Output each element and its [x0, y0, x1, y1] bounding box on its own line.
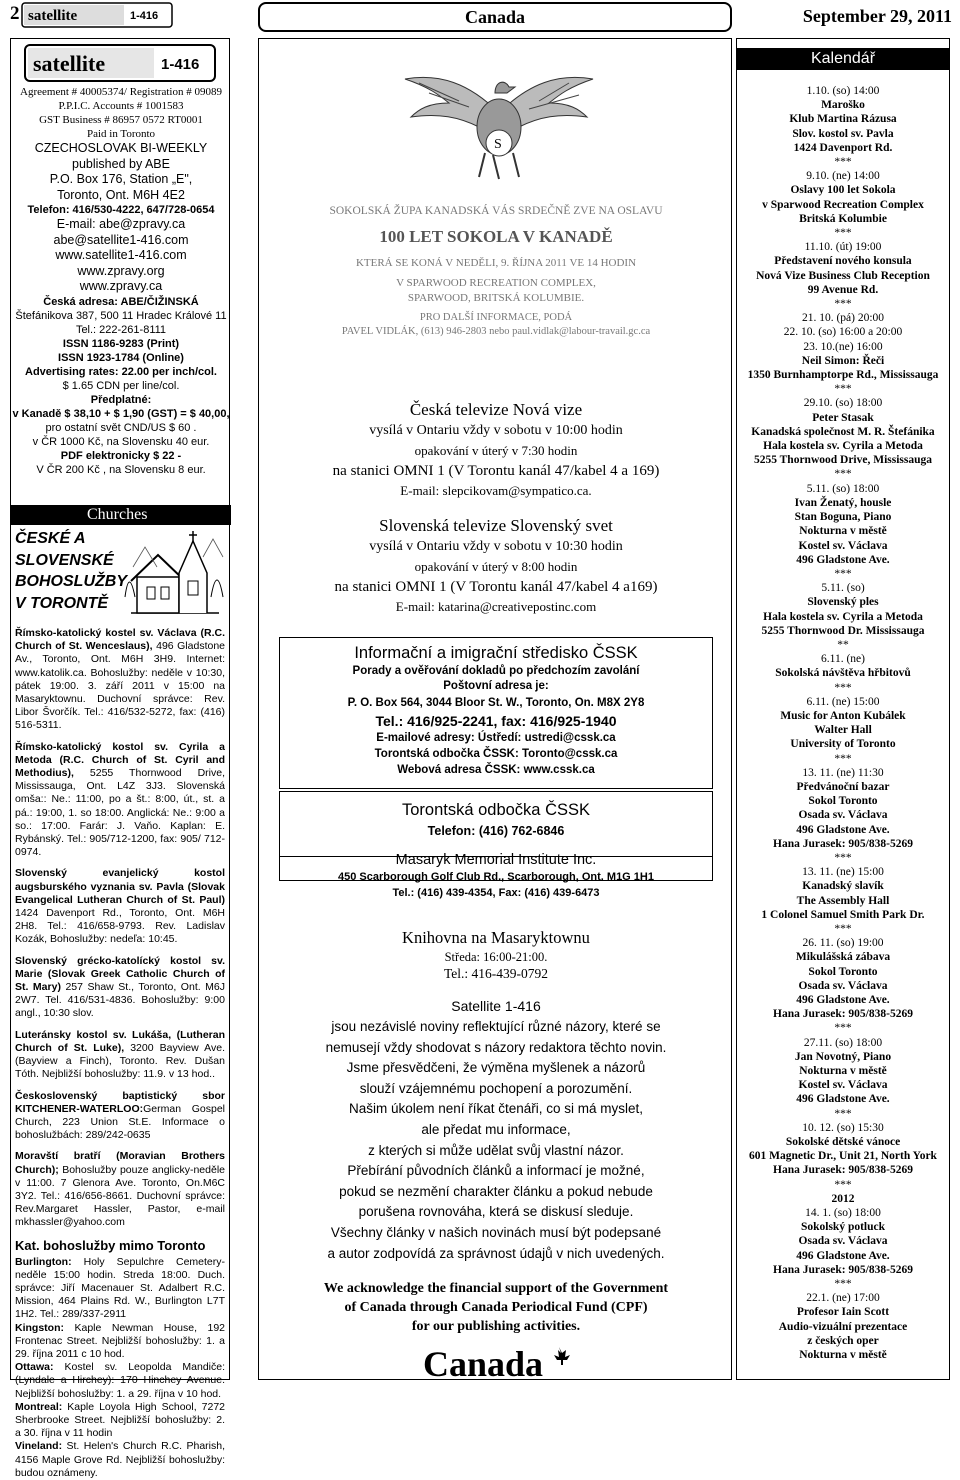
calendar-line: Klub Martina Rázusa — [789, 113, 897, 126]
calendar-line: 99 Avenue Rd. — [807, 283, 879, 296]
calendar-line: The Assembly Hall — [796, 894, 890, 907]
statement-line: Všechny články v našich novinách musí být podepsané — [330, 1224, 662, 1240]
statement-line: jsou nezávislé noviny reflektující různé názory, které se — [331, 1019, 661, 1034]
statement-line: Přebírání původních článků a informací je možné, — [347, 1163, 645, 1179]
calendar-line: Nová Vize Business Club Reception — [756, 269, 930, 282]
masaryk-institute — [259, 851, 733, 901]
calendar-line: Kanadský slavík — [802, 880, 884, 893]
info-line: Česká adresa: ABE/ČIŽINSKÁ — [43, 295, 199, 308]
church-entry — [15, 867, 225, 946]
info-line: Agreement # 40005374/ Registration # 09089 — [20, 86, 222, 98]
canada-wordmark-text: Canada — [423, 1344, 544, 1384]
calendar-line: Hala kostela sv. Cyrila a Metoda — [763, 440, 923, 453]
info-line: v Kanadě $ 38,10 + $ 1,90 (GST) = $ 40,00, — [12, 407, 230, 420]
calendar-separator: *** — [834, 851, 852, 864]
statement-line: slouží vzájemnému pochopení a porozumění. — [359, 1080, 633, 1096]
calendar-separator: *** — [834, 752, 852, 765]
churches-heading: Churches — [11, 505, 231, 525]
calendar-line: Stan Boguna, Piano — [794, 511, 892, 524]
calendar-line: Sokolský potluck — [800, 1221, 886, 1234]
poster-title: 100 LET SOKOLA V KANADĚ — [379, 227, 613, 246]
svg-text:S: S — [494, 137, 502, 152]
church-details: 5255 Thornwood Drive, Mississauga, Ont. L4Z 3J3. Slovenská omša:: Ne.: 11:00, po a št.: 8:00, út., st. a pá.: 19:00, 1. so 18:00. Anglická: Ne.: 9:00 a so.: 17:00. Farár: J. Vaňo. Kaplan: E. Rybánský. Tel.: 905/712-1200, fax: 905/ 712-0974. — [15, 767, 225, 859]
info-line: Advertising rates: 22.00 per inch/col. — [25, 365, 217, 378]
calendar-line: 26. 11. (so) 19:00 — [802, 937, 884, 950]
calendar-line: Sokolská návštěva hřbitovů — [775, 667, 911, 680]
info-line: E-mail: abe@zpravy.ca — [56, 217, 186, 231]
calendar-line: Hana Jurasek: 905/838-5269 — [773, 837, 913, 850]
statement-line: Jsme přesvědčeni, že výměna myšlenek a názorů — [346, 1060, 646, 1076]
church-name: Slovenský evanjelický kostol augsburského vyznania sv. Pavla (Slovak Evangelical Lutheran Church of St. Paul) — [15, 867, 225, 906]
calendar-line: 5255 Thornwood Drive, Mississauga — [753, 454, 933, 467]
church-name: Římsko-katolický kostel sv. Václava (R.C. Church of St. Wenceslaus), — [15, 627, 225, 653]
calendar-line: 1424 Davenport Rd. — [793, 141, 893, 154]
czech-tv-broadcast: vysílá v Ontariu vždy v sobotu v 10:00 hodin — [369, 423, 623, 438]
calendar-line: Peter Stasak — [812, 411, 874, 424]
calendar-line: 496 Gladstone Ave. — [796, 553, 890, 566]
calendar-line: Slov. kostol sv. Pavla — [792, 127, 894, 140]
info-line: www.zpravy.ca — [79, 279, 163, 293]
calendar-separator: *** — [834, 227, 852, 240]
czech-tv-repeat: opakování v úterý v 7:30 hodin — [414, 443, 578, 458]
calendar-separator: *** — [834, 1107, 852, 1120]
slovak-tv-ad — [259, 515, 733, 617]
calendar-line: 13. 11. (ne) 15:00 — [802, 866, 884, 879]
church-details: Bohoslužby pouze anglicky-neděle v 11:00. 7 Glenora Ave. Toronto, On.M6C 3Y2. Tel.: 416/656-8661. Duchovní správce: Rev.Margaret Hassler, Pastor, e-mail mkhassler@yahoo.com — [15, 1163, 225, 1229]
slovak-tv-broadcast: vysílá v Ontariu vždy v sobotu v 10:30 hodin — [369, 539, 623, 554]
svg-text:1-416: 1-416 — [161, 56, 200, 73]
info-line: PDF elektronicky $ 22 - — [60, 449, 182, 462]
info-line: CZECHOSLOVAK BI-WEEKLY — [34, 141, 208, 155]
calendar-separator: *** — [834, 298, 852, 311]
library-phone: Tel.: 416-439-0792 — [443, 966, 549, 981]
issue-date: September 29, 2011 — [802, 6, 952, 26]
masaryk-phone: Tel.: (416) 439-4354, Fax: (416) 439-6473 — [392, 887, 600, 899]
calendar-line: 1.10. (so) 14:00 — [806, 85, 880, 97]
church-name: Vineland: — [15, 1440, 63, 1453]
calendar-line: Maroško — [821, 99, 865, 112]
church-entry — [15, 1256, 225, 1322]
statement-body — [259, 1017, 733, 1264]
library-info — [259, 927, 733, 983]
svg-text:1-416: 1-416 — [130, 10, 159, 22]
churches-title-line: SLOVENSKÉ — [15, 551, 114, 569]
info-line: Předplatné: — [90, 393, 152, 406]
calendar-line: Sokol Toronto — [808, 795, 878, 808]
calendar-line: Music for Anton Kubálek — [780, 709, 906, 722]
library-hours: Středa: 16:00-21:00. — [444, 950, 548, 964]
statement-title: Satellite 1-416 — [451, 998, 541, 1014]
calendar-line: Osada sv. Václava — [798, 809, 888, 822]
calendar-line: 9.10. (ne) 14:00 — [806, 170, 880, 183]
church-entry — [15, 955, 225, 1021]
calendar-line: Neil Simon: Řeči — [801, 354, 885, 367]
calendar-line: z českých oper — [807, 1334, 879, 1347]
church-details: 496 Gladstone Av., Toronto, Ont. M6H 3H9. Internet: www.katolik.ca. Bohoslužby: neděle v 10:30, pátek 19:00. 3. září 2011 v 15:00 na Masaryktownu. Duchovní správce: Rev. Libor Švorčík. Tel.: 416/532-5272, fax: (416) 516-5311. — [15, 640, 226, 732]
church-details: Holy Sepulchre Cemetery-neděle 15:00 hodin. Streda 18:00. Duch. správce: Jiří Macenauer St. Adalbert R.C. Mission, 464 Plains Rd. W., Burlington L7T 1H2. Tel.: 289/337-2911 — [15, 1255, 225, 1321]
calendar-line: Kostel sv. Václava — [798, 1079, 888, 1092]
info-line: pro ostatní svět CND/US $ 60 . — [45, 421, 197, 434]
calendar-separator: ** — [837, 638, 849, 651]
calendar-line: 496 Gladstone Ave. — [796, 823, 890, 836]
calendar-separator: *** — [834, 1178, 852, 1191]
calendar-line: 22.1. (ne) 17:00 — [806, 1292, 880, 1305]
calendar-line: 2012 — [831, 1192, 855, 1205]
calendar-line: 11.10. (út) 19:00 — [804, 241, 882, 254]
calendar-line: Slovenský ples — [807, 596, 879, 609]
cssk-website: Webová adresa ČSSK: www.cssk.ca — [397, 764, 595, 776]
church-entry — [15, 1361, 225, 1401]
info-line: $ 1.65 CDN per line/col. — [62, 379, 180, 392]
page-number: 2 — [10, 3, 20, 24]
church-name: Kingston: — [15, 1321, 64, 1334]
masaryk-title: Masaryk Memorial Institute Inc. — [395, 852, 597, 868]
branch-phone: Telefon: (416) 762-6846 — [427, 824, 565, 838]
church-entry — [15, 1090, 225, 1143]
church-name: Burlington: — [15, 1255, 72, 1268]
calendar-line: Osada sv. Václava — [798, 979, 888, 992]
calendar-line: Walter Hall — [814, 724, 872, 737]
sokol-eagle-emblem — [399, 43, 599, 183]
czech-tv-title: Česká televize Nová vize — [409, 400, 583, 419]
calendar-separator: *** — [834, 567, 852, 580]
announcements-column — [258, 38, 732, 1384]
cssk-title: Informační a imigrační středisko ČSSK — [354, 644, 638, 662]
statement-line: ale předat mu informace, — [421, 1121, 571, 1137]
ack-line-2: of Canada through Canada Periodical Fund (CPF) — [344, 1300, 648, 1315]
info-line: ISSN 1923-1784 (Online) — [58, 351, 184, 364]
church-details: 3200 Bayview Ave. (Bayview a Finch), Toronto. Rev. Dušan Tóth. Nejbližší bohoslužby: 11.9. v 13 hod.. — [15, 1041, 226, 1081]
churches-title-line: BOHOSLUŽBY — [15, 573, 127, 590]
masaryk-address: 450 Scarborough Golf Club Rd., Scarborough, Ont. M1G 1H1 — [338, 871, 654, 883]
poster-contact: PAVEL VIDLÁK, (613) 946-2803 nebo paul.vidlak@labour-travail.gc.ca — [341, 326, 651, 337]
info-line: P.P.I.C. Accounts # 1001583 — [58, 100, 184, 112]
poster-venue: V SPARWOOD RECREATION COMPLEX, — [396, 277, 596, 289]
satellite-statement — [259, 995, 733, 1264]
church-name: Luteránsky kostol sv. Lukáša, (Lutheran Church of St. Luke), — [15, 1028, 225, 1054]
church-details: Kaple Newman House, 192 Frontenac Street. Nejbližší bohoslužby: 1. a 29. října 2011 c 10 hod. — [15, 1321, 225, 1360]
church-details: St. Helen's Church R.C. Pharish, 4156 Maple Grove Rd. Nejbližší bohoslužby: budou oznámeny. — [15, 1440, 225, 1479]
calendar-line: 27.11. (so) 18:00 — [803, 1036, 883, 1049]
calendar-separator: *** — [834, 156, 852, 169]
info-line: ISSN 1186-9283 (Print) — [62, 337, 180, 350]
calendar-line: 21. 10. (pá) 20:00 — [801, 312, 885, 325]
svg-text:satellite: satellite — [28, 8, 78, 24]
calendar-line: 496 Gladstone Ave. — [796, 1249, 890, 1262]
sokol-poster-text — [259, 205, 733, 340]
calendar-line: v Sparwood Recreation Complex — [762, 198, 924, 211]
churches-title — [15, 528, 127, 614]
church-details: 1424 Davenport Rd., Toronto, Ont. M6H 2H8. Tel.: 416/658-9793. Rev. Ladislav Kozák, Bohoslužby: nedeľa: 10:45. — [15, 907, 225, 946]
cssk-email-toronto: Torontská odbočka ČSSK: Toronto@cssk.ca — [374, 748, 618, 760]
cssk-address: P. O. Box 564, 3044 Bloor St. W., Toronto, On. M8X 2Y8 — [347, 697, 645, 709]
calendar-line: Profesor Iain Scott — [796, 1306, 890, 1319]
calendar-line: 22. 10. (so) 16:00 a 20:00 — [783, 326, 903, 339]
calendar-line: Sokol Toronto — [808, 965, 878, 978]
info-line: P.O. Box 176, Station „E", — [49, 172, 193, 186]
info-line: Tel.: 222-261-8111 — [75, 323, 167, 336]
calendar-separator: *** — [834, 922, 852, 935]
publisher-info-column — [10, 38, 230, 1479]
slovak-tv-title: Slovenská televize Slovenský svet — [379, 516, 613, 535]
funding-acknowledgement — [259, 1279, 733, 1336]
statement-line: porušena rovnováha, která se diskusí sleduje. — [358, 1204, 634, 1220]
calendar-line: Hana Jurasek: 905/838-5269 — [773, 1164, 913, 1177]
church-entry — [15, 1322, 225, 1362]
calendar-separator: *** — [834, 1022, 852, 1035]
church-name: Římsko-katolický kostol sv. Cyrila a Metoda (R.C. Church of St. Cyril and Methodius), — [15, 740, 225, 780]
slovak-tv-email: E-mail: katarina@creativepostinc.com — [395, 599, 597, 614]
calendar-line: Hana Jurasek: 905/838-5269 — [773, 1263, 913, 1276]
slovak-tv-repeat: opakování v úterý v 8:00 hodin — [414, 559, 578, 574]
calendar-line: 496 Gladstone Ave. — [796, 1093, 890, 1106]
library-title: Knihovna na Masaryktownu — [402, 928, 590, 947]
calendar-separator: *** — [834, 468, 852, 481]
church-details: 257 Shaw St., Toronto, Ont. M6J 2W7. Tel. 416/531-4836. Bohoslužby: 9:00 angl., 10:30 slov. — [15, 981, 225, 1020]
slovak-tv-station: na stanici OMNI 1 (V Torontu kanál 47/kabel 4 a169) — [334, 579, 658, 595]
church-entry — [15, 741, 225, 860]
info-line: Paid in Toronto — [86, 128, 156, 140]
church-entry — [15, 1401, 225, 1441]
poster-info: PRO DALŠÍ INFORMACE, PODÁ — [419, 312, 573, 323]
calendar-line: 29.10. (so) 18:00 — [803, 397, 883, 410]
calendar-line: 10. 12. (so) 15:30 — [802, 1121, 884, 1134]
poster-date: KTERÁ SE KONÁ V NEDĚLI, 9. ŘÍJNA 2011 VE 14 HODIN — [355, 257, 637, 269]
statement-line: nemusejí vždy shodovat s názory redaktora těchto novin. — [325, 1039, 667, 1055]
statement-line: a autor zodpovídá za správnost údajů v nich uvedených. — [327, 1245, 665, 1261]
info-line: www.satellite1-416.com — [55, 248, 187, 262]
cssk-info-box — [279, 637, 713, 789]
info-line: Štefánikova 387, 500 11 Hradec Králové 11 — [15, 309, 227, 322]
calendar-line: Předvánoční bazar — [796, 780, 890, 793]
statement-line: Našim úkolem není říkat čtenáři, co si má myslet, — [348, 1101, 644, 1117]
svg-text:satellite: satellite — [33, 51, 106, 76]
czech-tv-station: na stanici OMNI 1 (V Torontu kanál 47/kabel 4 a 169) — [332, 463, 660, 479]
calendar-line: Nokturna v městě — [799, 1349, 887, 1362]
branch-title: Torontská odbočka ČSSK — [401, 801, 591, 819]
ack-line-3: for our publishing activities. — [411, 1319, 581, 1334]
statement-line: z kterých si může udělat svůj vlastní názor. — [368, 1142, 624, 1158]
info-line: www.zpravy.org — [77, 263, 165, 278]
calendar-line: 6.11. (ne) — [821, 653, 865, 666]
church-entry — [15, 1150, 225, 1229]
church-name: Slovenský grécko-katolícký kostol sv. Marie (Slovak Greek Catholic Church of St. Mary) — [15, 954, 225, 994]
czech-tv-email: E-mail: slepcikovam@sympatico.ca. — [400, 483, 592, 498]
calendar-line: 14. 1. (so) 18:00 — [805, 1207, 881, 1220]
church-name: Československý baptistický sbor KITCHENER-WATERLOO: — [15, 1089, 225, 1115]
calendar-line: Ivan Ženatý, housle — [794, 496, 892, 509]
calendar-line: Audio-vizuální prezentace — [778, 1320, 908, 1333]
cssk-email-main: E-mailové adresy: Ústředí: ustredi@cssk.ca — [376, 732, 616, 744]
calendar-separator: *** — [834, 1278, 852, 1291]
church-heading-outside-toronto: Kat. bohoslužby mimo Toronto — [15, 1237, 206, 1253]
church-name: Montreal: — [15, 1400, 63, 1413]
satellite-logo — [22, 3, 172, 27]
satellite-logo-large — [25, 45, 215, 81]
calendar-line: Hana Jurasek: 905/838-5269 — [773, 1008, 913, 1021]
calendar-events — [736, 84, 950, 1362]
calendar-line: Britská Kolumbie — [799, 212, 887, 225]
cssk-postal-label: Poštovní adresa je: — [443, 680, 549, 692]
calendar-heading: Kalendář — [736, 48, 950, 70]
info-line: V ČR 200 Kč , na Slovensku 8 eur. — [36, 463, 206, 476]
info-line: v ČR 1000 Kč, na Slovensku 40 eur. — [32, 435, 210, 448]
calendar-line: 5255 Thornwood Dr. Mississauga — [761, 624, 925, 637]
church-entry — [15, 627, 225, 733]
calendar-line: 601 Magnetic Dr., Unit 21, North York — [749, 1150, 937, 1163]
info-line: abe@satellite1-416.com — [53, 232, 189, 247]
calendar-line: 13. 11. (ne) 11:30 — [802, 766, 884, 779]
calendar-line: 5.11. (so) — [821, 582, 865, 595]
church-name: Ottawa: — [15, 1361, 54, 1374]
calendar-line: 6.11. (ne) 15:00 — [806, 695, 880, 708]
info-line: Toronto, Ont. M6H 4E2 — [57, 187, 185, 202]
calendar-line: Osada sv. Václava — [798, 1235, 888, 1248]
church-details: German Gospel Church, 223 Union St.E. Informace o bohoslužbách: 289/242-0635 — [15, 1102, 225, 1142]
calendar-line: 5.11. (so) 18:00 — [806, 482, 880, 495]
calendar-line: Nokturna v městě — [799, 525, 887, 538]
calendar-line: 23. 10.(ne) 16:00 — [803, 340, 883, 353]
info-line: GST Business # 86957 0572 RT0001 — [39, 114, 203, 126]
czech-tv-ad — [259, 399, 733, 501]
cssk-advice: Porady a ověřování dokladů po předchozím zavolání — [352, 665, 640, 677]
calendar-line: Jan Novotný, Piano — [794, 1050, 892, 1063]
calendar-line: Sokolské dětské vánoce — [785, 1136, 901, 1149]
calendar-line: Kostel sv. Václava — [798, 539, 888, 552]
church-illustration — [123, 527, 227, 619]
calendar-line: University of Toronto — [790, 738, 896, 751]
calendar-line: Nokturna v městě — [799, 1065, 887, 1078]
calendar-line: Oslavy 100 let Sokola — [790, 184, 896, 197]
publisher-info — [11, 85, 231, 477]
calendar-line: Mikulášská zábava — [795, 951, 891, 964]
church-entry — [15, 1440, 225, 1480]
info-line: Telefon: 416/530-4222, 647/728-0654 — [27, 204, 215, 216]
poster-city: SPARWOOD, BRITSKÁ KOLUMBIE. — [407, 292, 585, 304]
calendar-line: 1 Colonel Samuel Smith Park Dr. — [761, 908, 925, 921]
churches-title-line: ČESKÉ A — [15, 530, 86, 547]
canada-wordmark-logo — [419, 1343, 577, 1384]
calendar-line: 1350 Burnhamptorpe Rd., Mississauga — [747, 369, 939, 382]
church-entry — [15, 1029, 225, 1082]
church-details: Kostel sv. Leopolda Mandiče: (Lyndale a Hirchey): 170 Hinchey Avenue. Nejbližší bohoslužby: 1. a 29. října v 10 hod. — [15, 1361, 225, 1400]
churches-title-line: V TORONTĚ — [15, 594, 109, 612]
statement-line: pokud se nezmění charakter článku a pokud nebude — [339, 1183, 653, 1199]
calendar-line: Kanadská společnost M. R. Štefánika — [751, 425, 935, 438]
church-services-list — [15, 627, 225, 1480]
info-line: published by ABE — [72, 156, 170, 171]
section-title: Canada — [258, 2, 732, 32]
calendar-separator: *** — [834, 681, 852, 694]
calendar-line: Představení nového konsula — [774, 255, 912, 268]
calendar-separator: *** — [834, 383, 852, 396]
calendar-line: 496 Gladstone Ave. — [796, 994, 890, 1006]
church-name: Moravští bratří (Moravian Brothers Church); — [15, 1150, 225, 1176]
cssk-phone: Tel.: 416/925-2241, fax: 416/925-1940 — [375, 713, 617, 729]
poster-invitation: SOKOLSKÁ ŽUPA KANADSKÁ VÁS SRDEČNĚ ZVE NA OSLAVU — [329, 205, 663, 217]
church-details: Kaple Loyola High School, 7272 Sherbrooke Street. Nejbližší bohoslužby: 2. a 30. října v 11 hodin — [15, 1400, 225, 1440]
ack-line-1: We acknowledge the financial support of the Government — [323, 1281, 669, 1296]
calendar-line: Hala kostela sv. Cyrila a Metoda — [763, 610, 923, 623]
